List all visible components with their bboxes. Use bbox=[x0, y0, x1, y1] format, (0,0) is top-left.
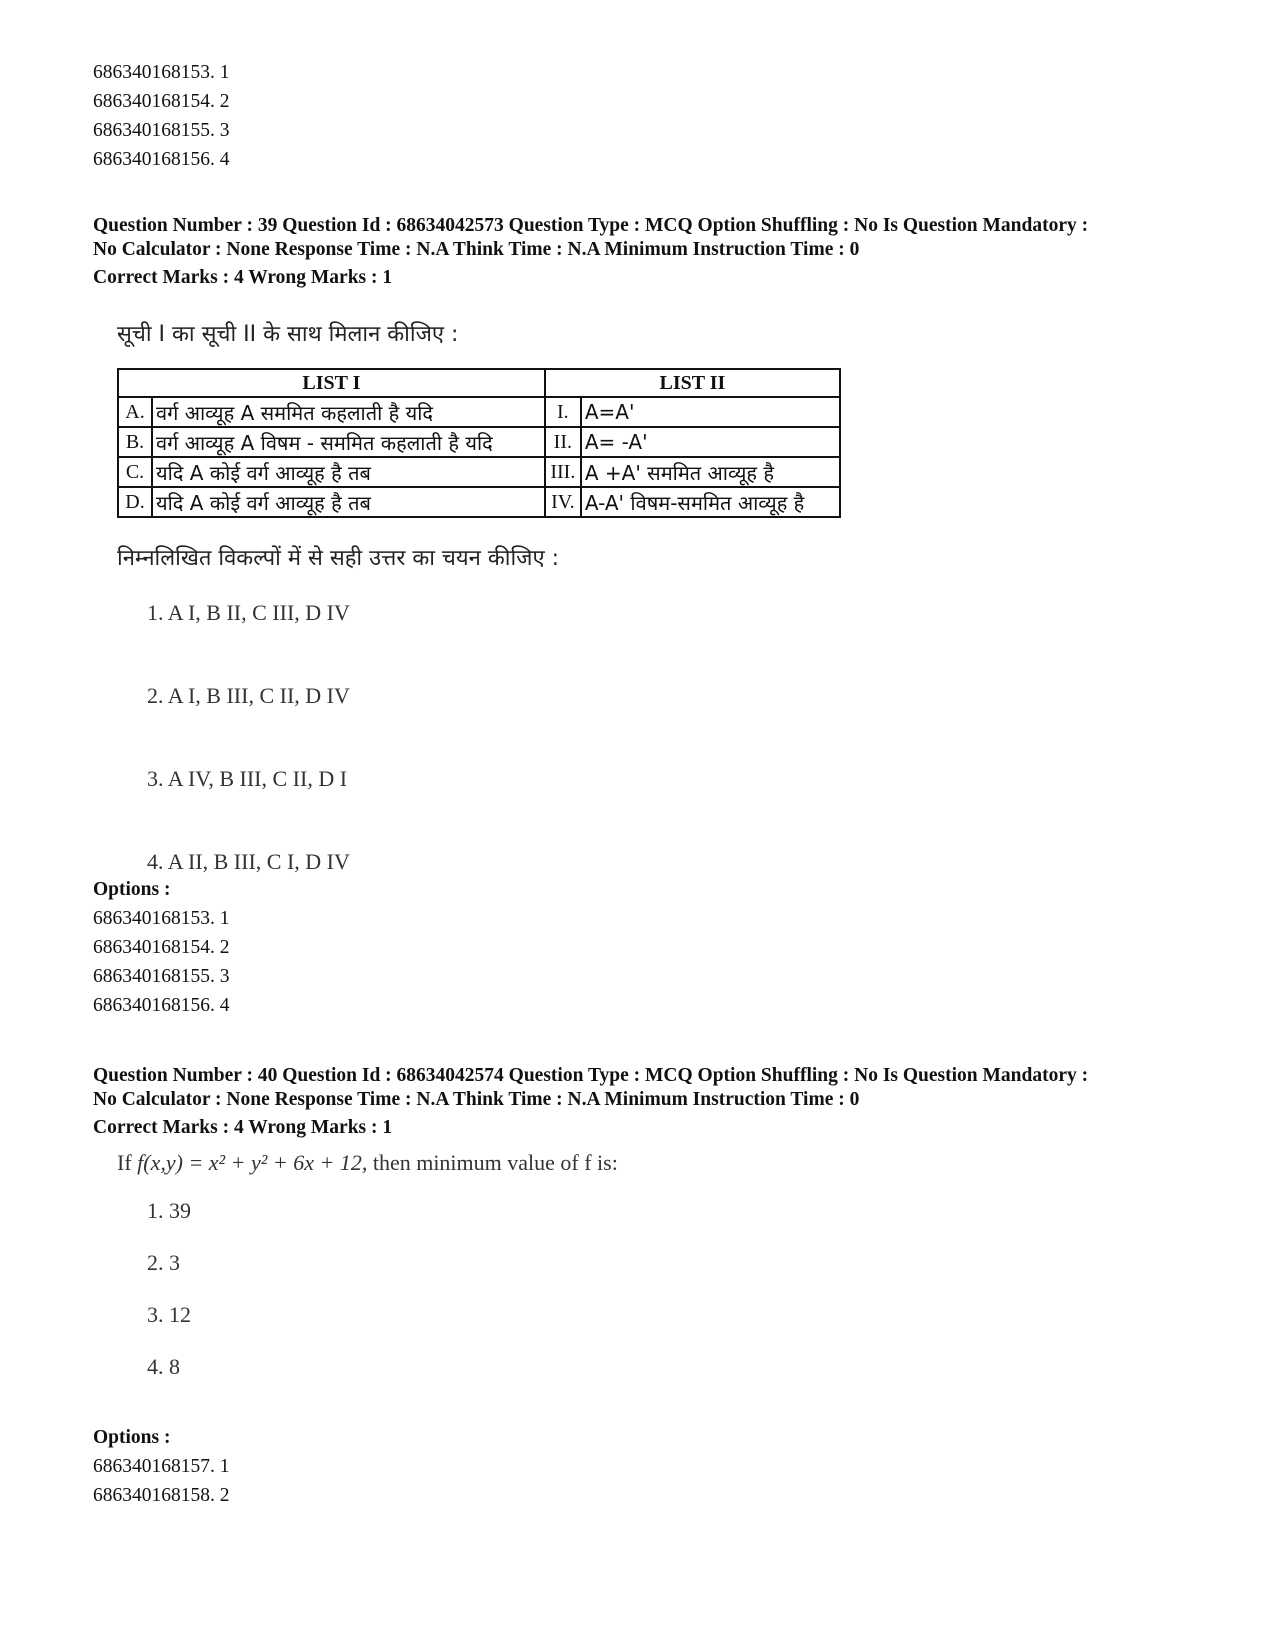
list1-value: वर्ग आव्यूह A सममित कहलाती है यदि bbox=[152, 397, 545, 427]
list2-key: III. bbox=[545, 457, 581, 487]
list2-header: LIST II bbox=[545, 369, 840, 397]
question-instruction: निम्नलिखित विकल्पों में से सही उत्तर का चयन कीजिए : bbox=[117, 546, 560, 571]
table-row bbox=[118, 427, 840, 457]
list2-value: A= -A' bbox=[581, 427, 840, 457]
question-40-header bbox=[93, 1064, 1088, 1140]
previous-options-list bbox=[93, 58, 1213, 174]
question-39-options bbox=[93, 876, 230, 1020]
list1-header: LIST I bbox=[118, 369, 545, 397]
option-id-line: 686340168155. 3 bbox=[93, 966, 230, 987]
option-id-line: 686340168153. 1 bbox=[93, 62, 230, 83]
list1-value: यदि A कोई वर्ग आव्यूह है तब bbox=[152, 487, 545, 517]
list1-key: A. bbox=[118, 397, 152, 427]
list1-key: C. bbox=[118, 457, 152, 487]
answer-choice: 1. 39 bbox=[147, 1198, 191, 1223]
question-marks: Correct Marks : 4 Wrong Marks : 1 bbox=[93, 1117, 393, 1138]
option-id-line: 686340168156. 4 bbox=[93, 149, 230, 170]
question-prompt: सूची I का सूची II के साथ मिलान कीजिए : bbox=[117, 322, 459, 347]
list2-value: A +A' सममित आव्यूह है bbox=[581, 457, 840, 487]
option-id-line: 686340168157. 1 bbox=[93, 1456, 230, 1477]
match-table bbox=[117, 368, 841, 518]
option-id-line: 686340168154. 2 bbox=[93, 91, 230, 112]
option-id-line: 686340168156. 4 bbox=[93, 995, 230, 1016]
answer-choice: 3. A IV, B III, C II, D I bbox=[147, 766, 348, 791]
table-row bbox=[118, 487, 840, 517]
question-paper-page bbox=[93, 58, 1213, 1506]
options-label: Options : bbox=[93, 1427, 171, 1448]
list2-key: II. bbox=[545, 427, 581, 457]
question-39-header bbox=[93, 214, 1088, 290]
formula-prefix: If bbox=[117, 1150, 138, 1175]
question-40-options bbox=[93, 1424, 230, 1510]
question-prompt bbox=[117, 1150, 618, 1176]
list1-key: D. bbox=[118, 487, 152, 517]
question-meta-line: No Calculator : None Response Time : N.A Think Time : N.A Minimum Instruction Time : 0 bbox=[93, 239, 860, 260]
answer-choice: 2. A I, B III, C II, D IV bbox=[147, 683, 350, 708]
list2-key: IV. bbox=[545, 487, 581, 517]
answer-choice: 3. 12 bbox=[147, 1302, 191, 1327]
question-meta-line: No Calculator : None Response Time : N.A Think Time : N.A Minimum Instruction Time : 0 bbox=[93, 1089, 860, 1110]
list2-value: A=A' bbox=[581, 397, 840, 427]
list2-value: A-A' विषम-सममित आव्यूह है bbox=[581, 487, 840, 517]
answer-choice: 2. 3 bbox=[147, 1250, 180, 1275]
question-39-body bbox=[117, 320, 841, 930]
answer-choice: 4. A II, B III, C I, D IV bbox=[147, 849, 350, 874]
option-id-line: 686340168158. 2 bbox=[93, 1485, 230, 1506]
list2-key: I. bbox=[545, 397, 581, 427]
match-table-header bbox=[118, 369, 840, 397]
question-meta-line: Question Number : 40 Question Id : 68634042574 Question Type : MCQ Option Shuffling : No Is Question Mandatory : bbox=[93, 1065, 1089, 1086]
question-meta-line: Question Number : 39 Question Id : 68634042573 Question Type : MCQ Option Shuffling : No Is Question Mandatory : bbox=[93, 215, 1089, 236]
question-marks: Correct Marks : 4 Wrong Marks : 1 bbox=[93, 267, 393, 288]
formula-math: f(x,y) = x² + y² + 6x + 12, bbox=[137, 1150, 368, 1175]
list1-value: वर्ग आव्यूह A विषम - सममित कहलाती है यदि bbox=[152, 427, 545, 457]
option-id-line: 686340168153. 1 bbox=[93, 908, 230, 929]
answer-choice: 4. 8 bbox=[147, 1354, 180, 1379]
option-id-line: 686340168155. 3 bbox=[93, 120, 230, 141]
list1-value: यदि A कोई वर्ग आव्यूह है तब bbox=[152, 457, 545, 487]
table-row bbox=[118, 397, 840, 427]
list1-key: B. bbox=[118, 427, 152, 457]
formula-suffix: then minimum value of f is: bbox=[367, 1150, 618, 1175]
question-40-body bbox=[117, 1150, 618, 1404]
option-id-line: 686340168154. 2 bbox=[93, 937, 230, 958]
table-row bbox=[118, 457, 840, 487]
options-label: Options : bbox=[93, 879, 171, 900]
answer-choice: 1. A I, B II, C III, D IV bbox=[147, 600, 350, 625]
